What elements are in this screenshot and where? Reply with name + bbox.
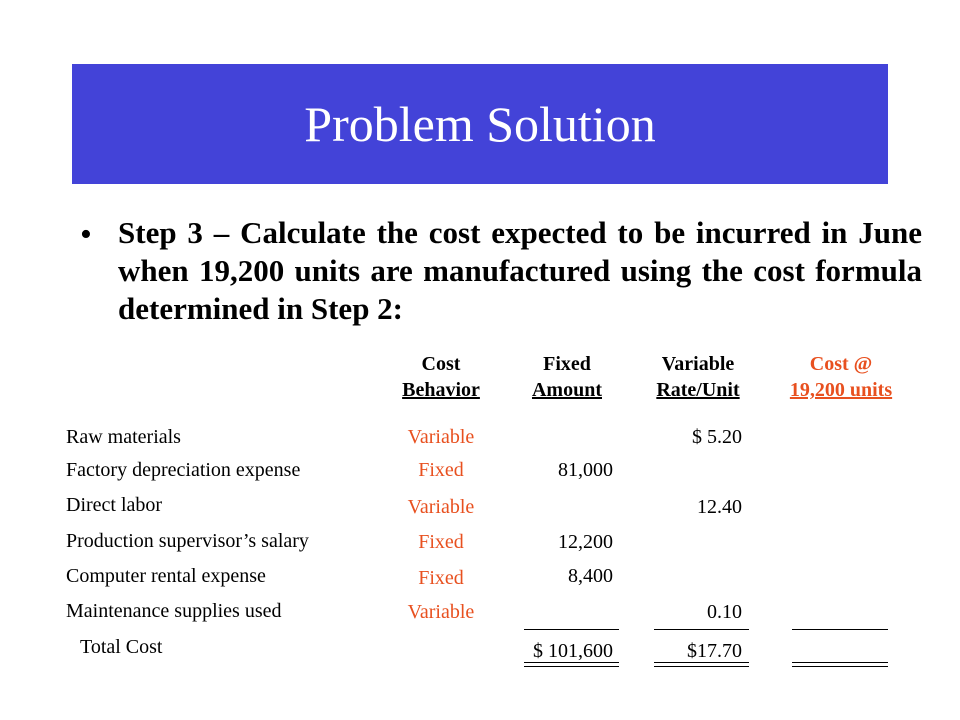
total-double-rule-fixed [524,662,619,667]
row-behavior-maintenance-supplies: Variable [407,601,475,623]
header-cost-at-units-line1: Cost @ [809,353,873,375]
header-cost-at-units-line2: 19,200 units [789,379,893,401]
header-variable-rate-line2: Rate/Unit [656,379,740,401]
row-behavior-direct-labor: Variable [407,496,475,518]
bullet-text: Step 3 – Calculate the cost expected to be incurred in June when 19,200 units are manufactured using the cost formula determined in Step 2: [118,215,922,326]
header-fixed-amount-line2: Amount [531,379,602,401]
row-fixed-factory-depreciation: 81,000 [558,459,613,481]
total-fixed: $ 101,600 [533,640,613,662]
total-double-rule-variable [654,662,749,667]
header-fixed-amount-line1: Fixed [543,353,591,375]
row-behavior-raw-materials: Variable [407,426,475,448]
header-cost-behavior-line1: Cost [421,353,461,375]
row-behavior-supervisor-salary: Fixed [418,531,464,553]
row-label-factory-depreciation: Factory depreciation expense [66,459,301,481]
total-double-rule-cost [792,662,888,667]
header-cost-at-units [766,351,916,403]
row-label-raw-materials: Raw materials [66,426,181,448]
slide-title: Problem Solution [304,96,656,152]
header-cost-behavior-line2: Behavior [402,379,480,401]
row-fixed-supervisor-salary: 12,200 [558,531,613,553]
step-bullet [80,214,922,328]
header-variable-rate-line1: Variable [661,353,735,375]
row-variable-direct-labor: 12.40 [697,496,742,518]
subtotal-rule-fixed [524,629,619,630]
header-cost-behavior [382,351,500,403]
total-label: Total Cost [80,636,163,658]
row-behavior-computer-rental: Fixed [418,567,464,589]
row-fixed-computer-rental: 8,400 [568,565,613,587]
subtotal-rule-variable [654,629,749,630]
row-label-supervisor-salary: Production supervisor’s salary [66,530,309,552]
bullet-icon: • [80,216,92,253]
title-banner [72,64,888,184]
row-variable-raw-materials: $ 5.20 [692,426,742,448]
row-label-computer-rental: Computer rental expense [66,565,266,587]
row-behavior-factory-depreciation: Fixed [418,459,464,481]
total-variable: $17.70 [687,640,742,662]
subtotal-rule-cost [792,629,888,630]
header-variable-rate [636,351,760,403]
row-label-maintenance-supplies: Maintenance supplies used [66,600,282,622]
header-fixed-amount [510,351,624,403]
row-label-direct-labor: Direct labor [66,494,163,516]
row-variable-maintenance-supplies: 0.10 [707,601,742,623]
